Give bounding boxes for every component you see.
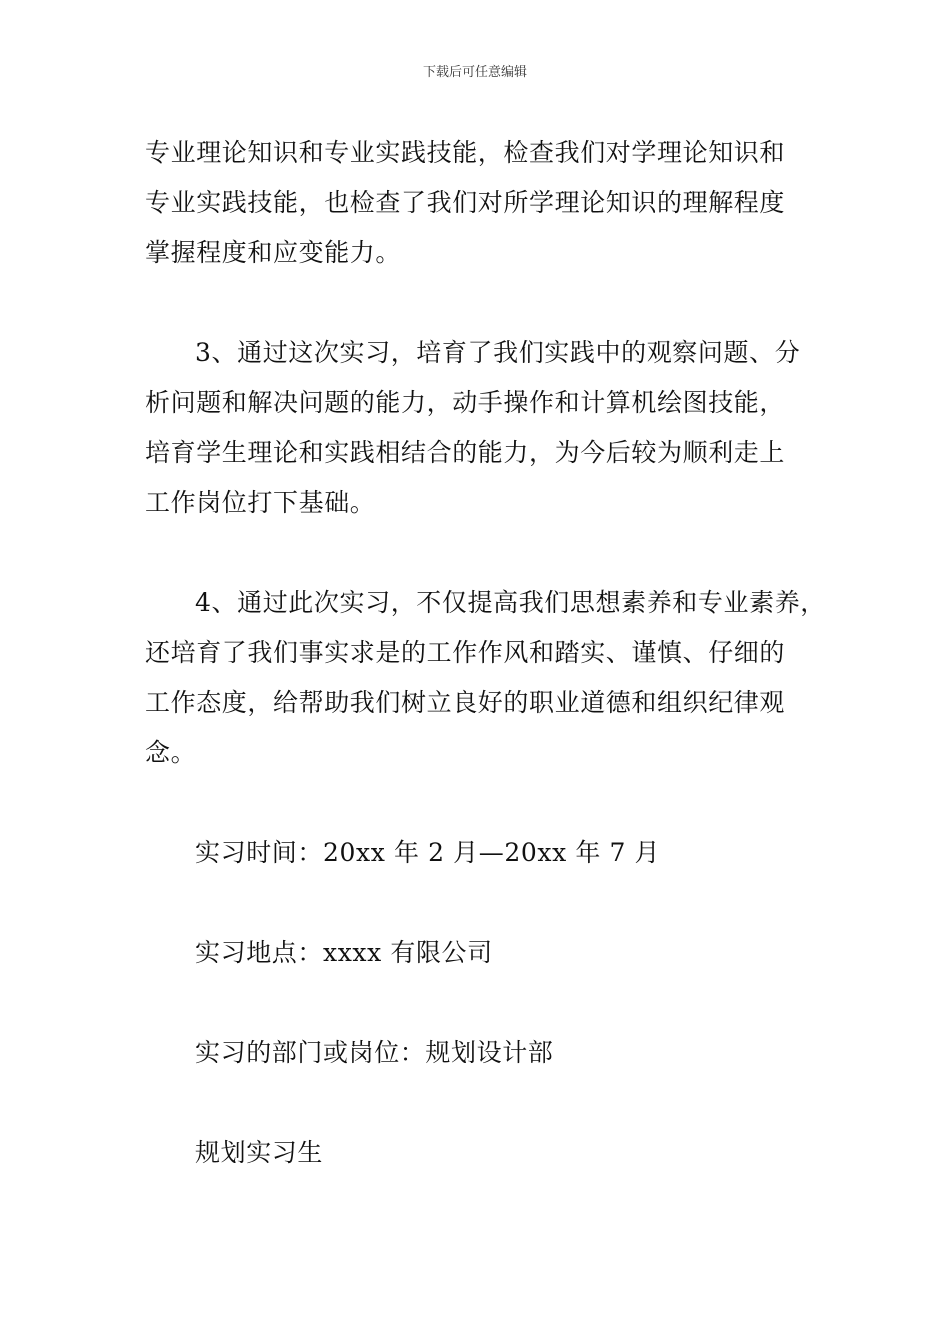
text-line: 专业理论知识和专业实践技能，检查我们对学理论知识和	[145, 138, 786, 167]
text-line: 培育学生理论和实践相结合的能力，为今后较为顺利走上	[145, 438, 786, 467]
text-line: 工作态度，给帮助我们树立良好的职业道德和组织纪律观	[145, 688, 786, 717]
internship-time: 实习时间：20xx 年 2 月—20xx 年 7 月	[195, 838, 661, 867]
text-line: 4、通过此次实习，不仅提高我们思想素养和专业素养，	[195, 588, 826, 617]
text-line: 3、通过这次实习，培育了我们实践中的观察问题、分	[195, 338, 801, 367]
text-line: 工作岗位打下基础。	[145, 488, 376, 517]
paragraph-skills-check	[145, 128, 825, 278]
text-line: 析问题和解决问题的能力，动手操作和计算机绘图技能，	[145, 388, 786, 417]
internship-department: 实习的部门或岗位：规划设计部	[195, 1038, 554, 1067]
text-line: 还培育了我们事实求是的工作作风和踏实、谨慎、仔细的	[145, 638, 786, 667]
page-header: 下载后可任意编辑	[422, 65, 527, 80]
internship-place: 实习地点：xxxx 有限公司	[195, 938, 493, 967]
text-line: 念。	[145, 738, 197, 767]
document-body	[145, 128, 825, 1178]
paragraph-item-3	[145, 328, 825, 528]
internship-role: 规划实习生	[195, 1138, 324, 1167]
text-line: 掌握程度和应变能力。	[145, 238, 402, 267]
paragraph-item-4	[145, 578, 825, 778]
text-line: 专业实践技能，也检查了我们对所学理论知识的理解程度	[145, 188, 786, 217]
